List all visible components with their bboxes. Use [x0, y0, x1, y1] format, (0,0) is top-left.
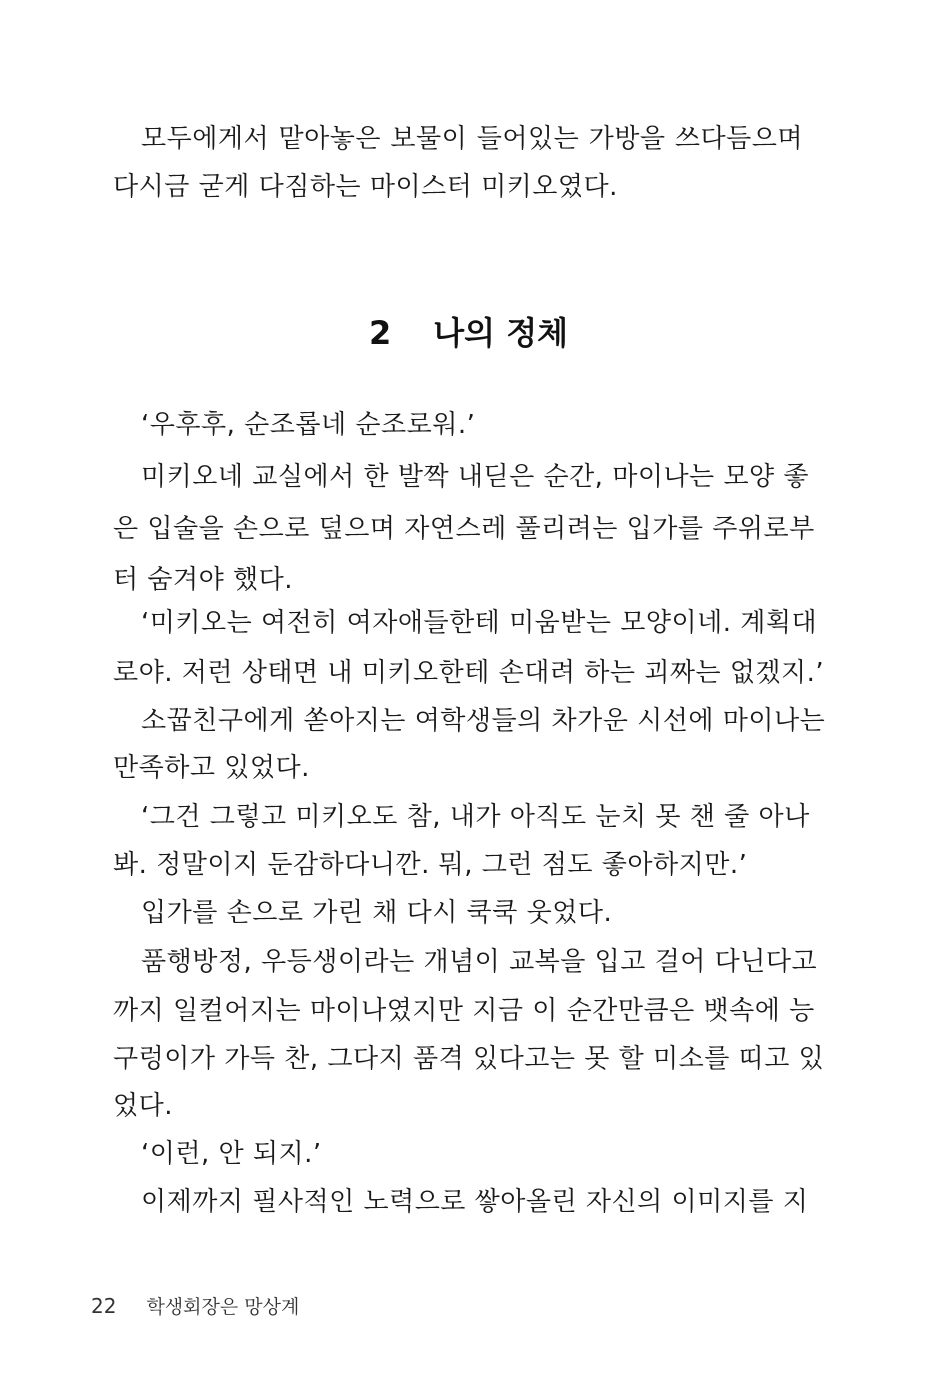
- running-title: 학생회장은 망상계: [146, 1296, 300, 1318]
- chapter-number: 2: [368, 314, 392, 352]
- chapter-heading: [0, 313, 937, 353]
- text-line: ‘미키오는 여전히 여자애들한테 미움받는 모양이네. 계획대: [141, 608, 818, 638]
- text-line: 었다.: [113, 1091, 173, 1121]
- text-line: 이제까지 필사적인 노력으로 쌓아올린 자신의 이미지를 지: [141, 1187, 809, 1217]
- text-line: ‘이런, 안 되지.’: [141, 1139, 322, 1169]
- text-line: 터 숨겨야 했다.: [113, 565, 293, 595]
- text-line: ‘우후후, 순조롭네 순조로워.’: [141, 410, 476, 440]
- text-line: 품행방정, 우등생이라는 개념이 교복을 입고 걸어 다닌다고: [141, 947, 818, 977]
- text-line: 모두에게서 맡아놓은 보물이 들어있는 가방을 쓰다듬으며: [141, 124, 803, 154]
- page-number: 22: [91, 1294, 117, 1318]
- text-line: 다시금 굳게 다짐하는 마이스터 미키오였다.: [113, 172, 618, 202]
- text-line: 미키오네 교실에서 한 발짝 내딛은 순간, 마이나는 모양 좋: [141, 462, 810, 492]
- chapter-title: 나의 정체: [433, 314, 569, 352]
- page-footer: [91, 1293, 299, 1320]
- text-line: 만족하고 있었다.: [113, 753, 310, 783]
- text-line: 입가를 손으로 가린 채 다시 쿡쿡 웃었다.: [141, 898, 613, 928]
- text-line: ‘그건 그렇고 미키오도 참, 내가 아직도 눈치 못 챈 줄 아나: [141, 802, 810, 832]
- text-line: 까지 일컬어지는 마이나였지만 지금 이 순간만큼은 뱃속에 능: [113, 996, 815, 1026]
- text-line: 봐. 정말이지 둔감하다니깐. 뭐, 그런 점도 좋아하지만.’: [113, 850, 748, 880]
- text-line: 로야. 저런 상태면 내 미키오한테 손대려 하는 괴짜는 없겠지.’: [113, 658, 825, 688]
- text-line: 구렁이가 가득 찬, 그다지 품격 있다고는 못 할 미소를 띠고 있: [113, 1044, 825, 1074]
- text-line: 소꿉친구에게 쏟아지는 여학생들의 차가운 시선에 마이나는: [141, 706, 826, 736]
- text-line: 은 입술을 손으로 덮으며 자연스레 풀리려는 입가를 주위로부: [113, 514, 815, 544]
